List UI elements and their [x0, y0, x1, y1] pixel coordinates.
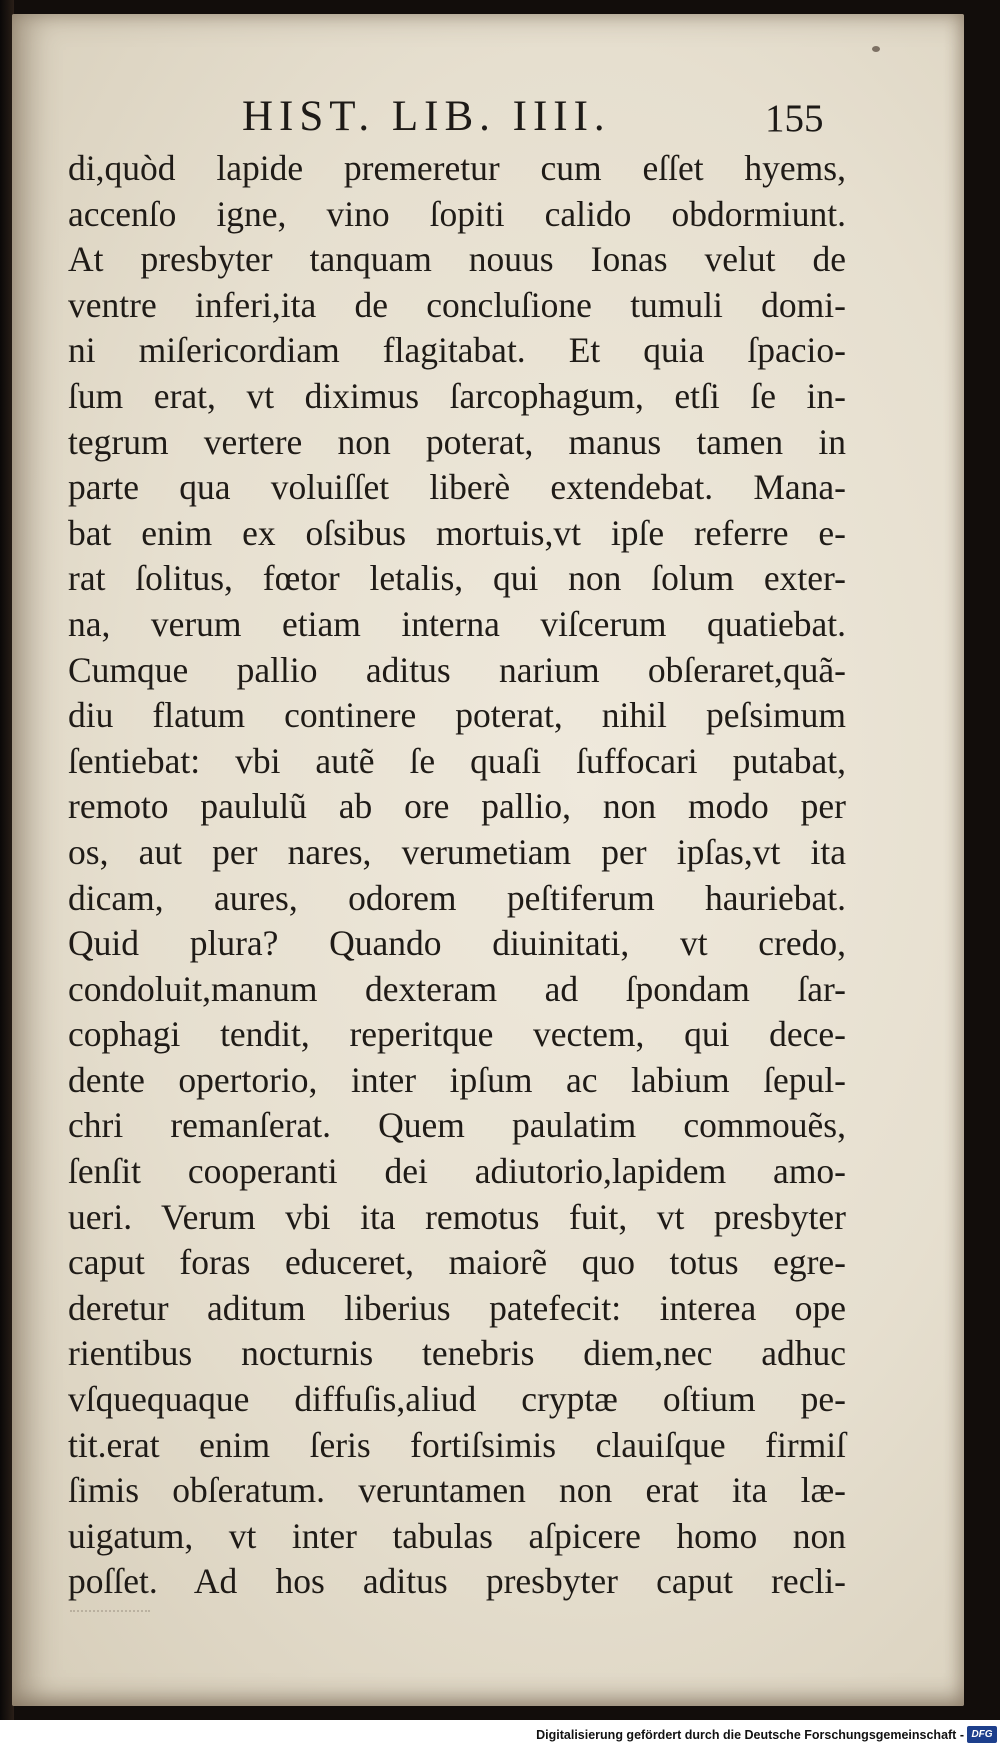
page-number: 155 — [765, 97, 824, 140]
text-line: cophagi tendit, reperitque vectem, qui dece- — [68, 1014, 846, 1055]
body-text — [68, 146, 858, 1605]
text-line: ſenſit cooperanti dei adiutorio,lapidem amo- — [68, 1151, 846, 1192]
text-line: ueri. Verum vbi ita remotus fuit, vt presbyter — [68, 1196, 846, 1237]
text-line: ventre inferi,ita de concluſione tumuli domi- — [68, 284, 846, 325]
paper-stain — [872, 46, 880, 52]
text-line: Cumque pallio aditus narium obſeraret,quã- — [68, 649, 846, 690]
text-line: diu flatum continere poterat, nihil peſsimum — [68, 695, 846, 736]
text-line: dicam, aures, odorem peſtiferum hauriebat. — [68, 877, 846, 918]
text-line: vſquequaque diffuſis,aliud cryptæ oſtium pe- — [68, 1379, 846, 1420]
text-line: dente opertorio, inter ipſum ac labium ſepul- — [68, 1059, 846, 1100]
text-line: tegrum vertere non poterat, manus tamen in — [68, 421, 846, 462]
text-line: At presbyter tanquam nouus Ionas velut de — [68, 239, 846, 280]
text-line: deretur aditum liberius patefecit: interea ope — [68, 1287, 846, 1328]
dfg-logo — [967, 1726, 997, 1743]
text-line: di,quòd lapide premeretur cum eſſet hyems, — [68, 148, 846, 188]
text-line: ſum erat, vt diximus ſarcophagum, etſi ſe in- — [68, 375, 846, 416]
text-line: parte qua voluiſſet liberè extendebat. Mana- — [68, 467, 846, 508]
text-line: Quid plura? Quando diuinitati, vt credo, — [68, 923, 846, 964]
text-line: caput foras educeret, maiorẽ quo totus egre- — [68, 1242, 846, 1283]
text-line: na, verum etiam interna viſcerum quatiebat. — [68, 603, 846, 644]
text-line: chri remanſerat. Quem paulatim commouẽs, — [68, 1105, 846, 1146]
text-line: tit.erat enim ſeris fortiſsimis clauiſque firmiſ — [68, 1424, 846, 1465]
digitization-footer — [0, 1720, 1000, 1752]
text-line: ſimis obſeratum. veruntamen non erat ita læ- — [68, 1470, 846, 1511]
text-line: rientibus nocturnis tenebris diem,nec adhuc — [68, 1333, 846, 1374]
funding-credit: Digitalisierung gefördert durch die Deutsche Forschungsgemeinschaft - — [536, 1728, 964, 1742]
text-line: accenſo igne, vino ſopiti calido obdormiunt. — [68, 193, 846, 234]
text-line: rat ſolitus, fœtor letalis, qui non ſolum exter- — [68, 558, 846, 599]
faint-ink-mark — [70, 1600, 150, 1612]
text-line: ſentiebat: vbi autẽ ſe quaſi ſuffocari putabat, — [68, 740, 846, 781]
dfg-logo-text: DFG — [971, 1729, 993, 1740]
running-head: HIST. LIB. IIII. — [242, 93, 611, 140]
text-line: uigatum, vt inter tabulas aſpicere homo non — [68, 1515, 846, 1556]
text-line: remoto paululũ ab ore pallio, non modo per — [68, 786, 846, 827]
text-line: condoluit,manum dexteram ad ſpondam ſar- — [68, 968, 846, 1009]
text-line: poſſet. Ad hos aditus presbyter caput recli- — [68, 1561, 846, 1602]
text-line: ni miſericordiam flagitabat. Et quia ſpacio- — [68, 330, 846, 371]
text-line: os, aut per nares, verumetiam per ipſas,vt ita — [68, 831, 846, 872]
text-line: bat enim ex oſsibus mortuis,vt ipſe referre e- — [68, 512, 846, 553]
